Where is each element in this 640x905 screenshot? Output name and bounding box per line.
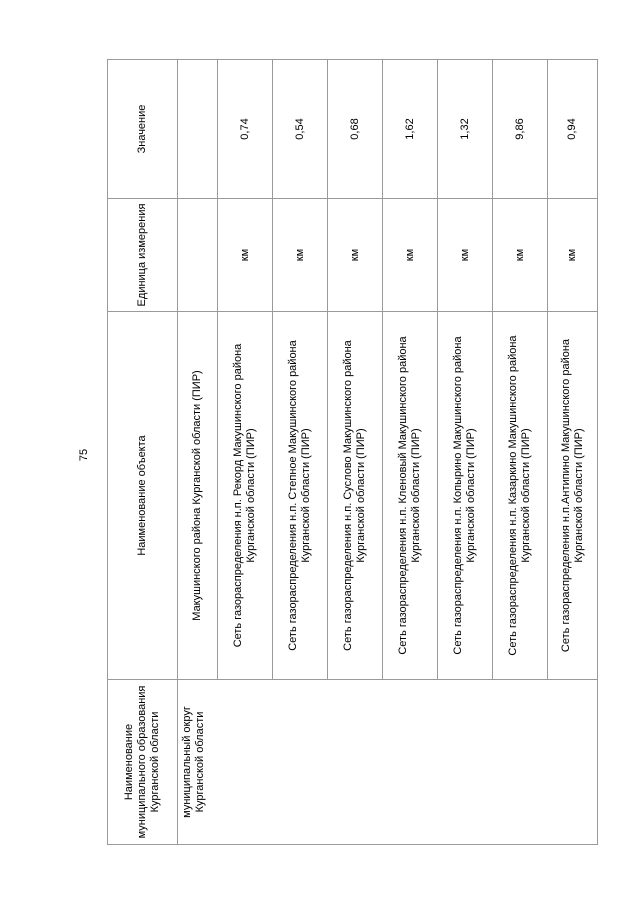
value-cell: 0,68 (328, 60, 383, 199)
unit-cell: км (548, 199, 598, 312)
header-object: Наименование объекта (108, 312, 178, 680)
unit-cell (178, 199, 218, 312)
header-municipality: Наименование муниципального образования Курганской области (108, 680, 178, 845)
header-value: Значение (108, 60, 178, 199)
object-cell: Сеть газораспределения н.п.Антипино Макушинского района Курганской области (ПИР) (548, 312, 598, 680)
value-cell: 9,86 (493, 60, 548, 199)
table-header-row (108, 60, 178, 845)
value-cell: 0,54 (273, 60, 328, 199)
object-cell: Макушинского района Курганской области (ПИР) (178, 312, 218, 680)
header-unit: Единица измерения (108, 199, 178, 312)
unit-cell: км (328, 199, 383, 312)
value-cell (178, 60, 218, 199)
value-cell: 1,62 (383, 60, 438, 199)
table-row (178, 60, 218, 845)
unit-cell: км (218, 199, 273, 312)
page-number: 75 (78, 448, 90, 462)
unit-cell: км (438, 199, 493, 312)
objects-table (107, 59, 598, 845)
unit-cell: км (383, 199, 438, 312)
municipality-cell: муниципальный округ Курганской области (178, 680, 598, 845)
object-cell: Сеть газораспределения н.п. Казаркино Макушинского района Курганской области (ПИР) (493, 312, 548, 680)
object-cell: Сеть газораспределения н.п. Степное Макушинского района Курганской области (ПИР) (273, 312, 328, 680)
value-cell: 0,74 (218, 60, 273, 199)
object-cell: Сеть газораспределения н.п. Суслово Макушинского района Курганской области (ПИР) (328, 312, 383, 680)
object-cell: Сеть газораспределения н.п. Копырино Макушинского района Курганской области (ПИР) (438, 312, 493, 680)
object-cell: Сеть газораспределения н.п. Рекорд Макушинского района Курганской области (ПИР) (218, 312, 273, 680)
unit-cell: км (493, 199, 548, 312)
value-cell: 0,94 (548, 60, 598, 199)
unit-cell: км (273, 199, 328, 312)
value-cell: 1,32 (438, 60, 493, 199)
object-cell: Сеть газораспределения н.п. Кленовый Макушинского района Курганской области (ПИР) (383, 312, 438, 680)
